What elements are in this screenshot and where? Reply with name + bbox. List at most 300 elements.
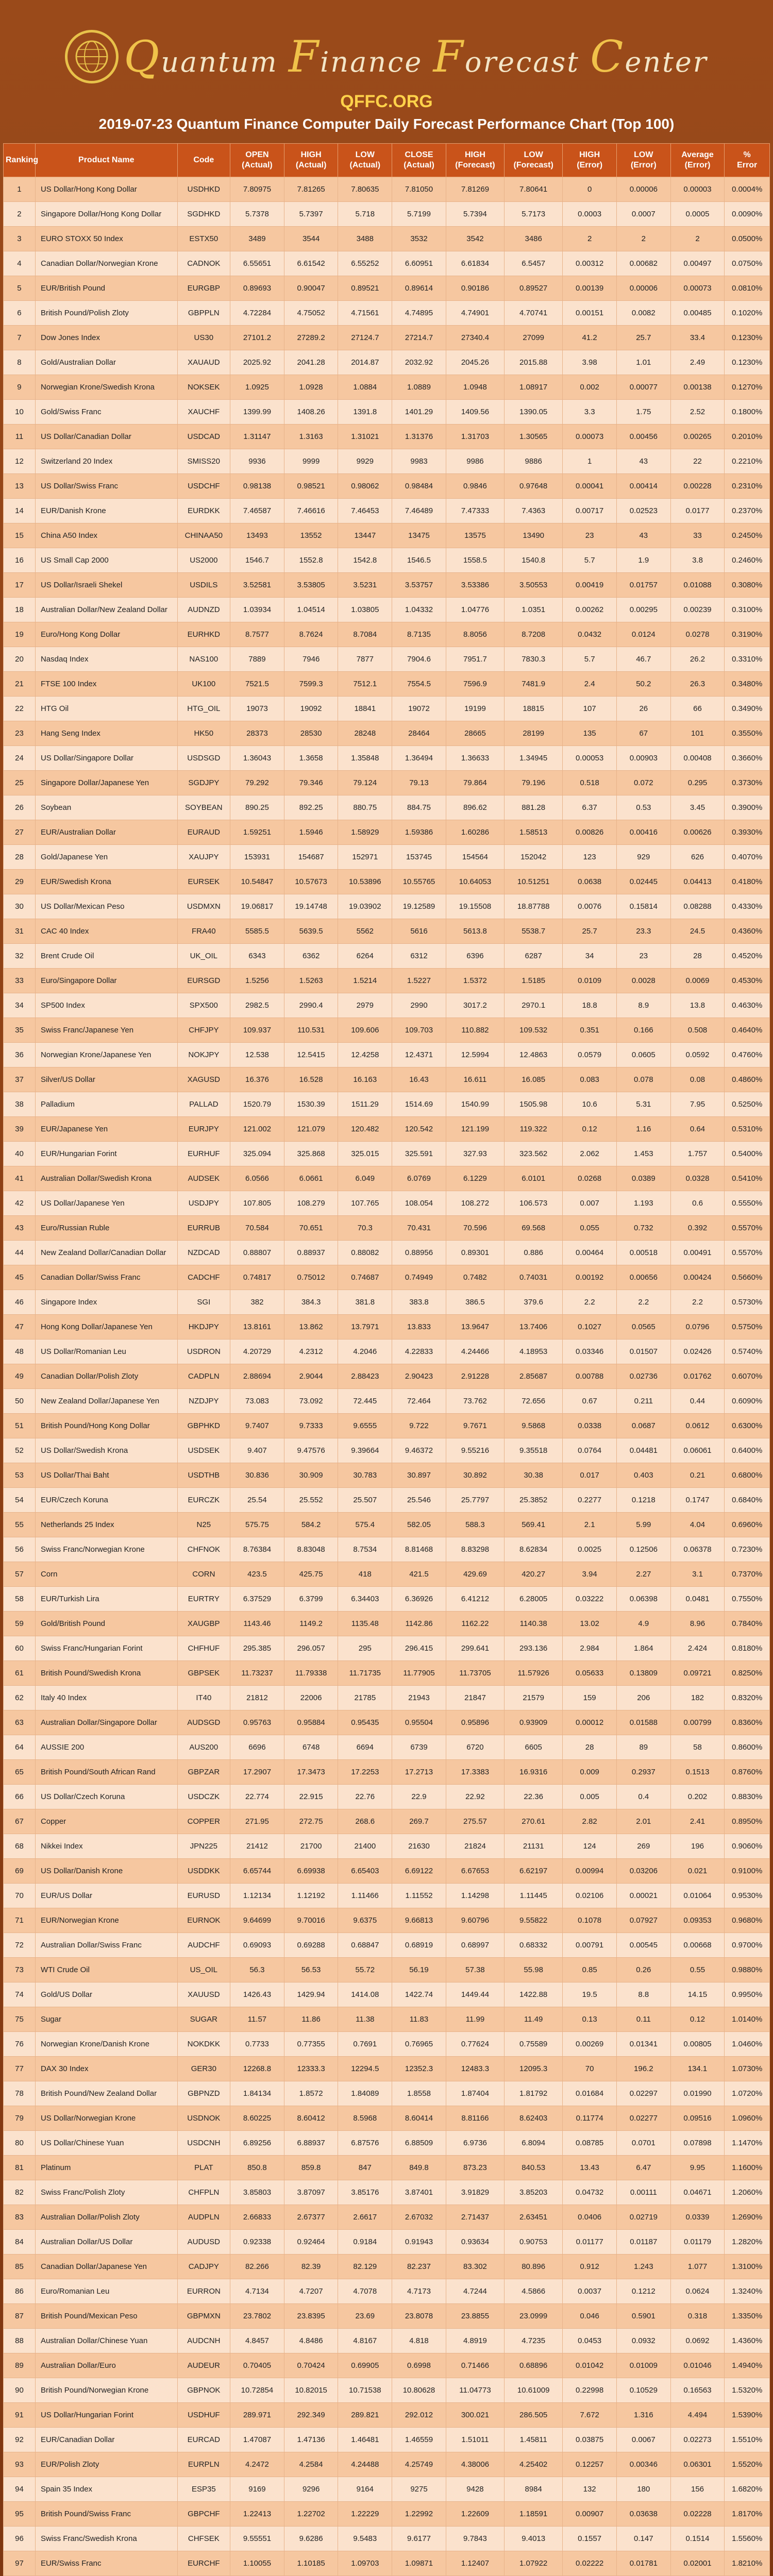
cell-low-forecast: 25.3852 [505, 1488, 563, 1513]
cell-low-error: 0.11 [616, 2007, 670, 2032]
cell-low-error: 50.2 [616, 672, 670, 697]
cell-low-error: 0.00656 [616, 1265, 670, 1290]
cell-open-actual: 19.06817 [230, 894, 284, 919]
cell-high-error: 2 [563, 227, 617, 251]
cell-average-error: 0.0339 [670, 2205, 725, 2230]
cell-low-error: 0.00346 [616, 2452, 670, 2477]
cell-average-error: 0.00265 [670, 425, 725, 449]
cell-product-name: US Dollar/Swiss Franc [35, 474, 177, 499]
cell-low-forecast: 1.08917 [505, 375, 563, 400]
cell-close-actual: 23.8078 [392, 2304, 446, 2329]
cell-high-error: 0.518 [563, 771, 617, 795]
table-row [4, 326, 770, 350]
cell-ranking: 49 [4, 1364, 36, 1389]
column-header-low-error: LOW (Error) [616, 144, 670, 177]
table-row [4, 746, 770, 771]
cell-high-actual: 296.057 [284, 1636, 338, 1661]
cell-ranking: 25 [4, 771, 36, 795]
cell-low-forecast: 18815 [505, 697, 563, 721]
cell-low-actual: 1.46481 [338, 2428, 392, 2452]
cell-low-actual: 847 [338, 2156, 392, 2180]
cell-close-actual: 72.464 [392, 1389, 446, 1414]
cell-open-actual: 0.74817 [230, 1265, 284, 1290]
cell-low-forecast: 10.61009 [505, 2378, 563, 2403]
cell-high-error: 0.03875 [563, 2428, 617, 2452]
cell-average-error: 0.04671 [670, 2180, 725, 2205]
cell-open-actual: 3.85803 [230, 2180, 284, 2205]
cell-high-actual: 10.82015 [284, 2378, 338, 2403]
cell-open-actual: 0.88807 [230, 1241, 284, 1265]
cell-low-forecast: 1.0351 [505, 598, 563, 622]
cell-high-actual: 9999 [284, 449, 338, 474]
cell-high-forecast: 0.95896 [446, 1710, 504, 1735]
cell-low-error: 0.00021 [616, 1884, 670, 1908]
cell-pct-error: 0.2210% [725, 449, 770, 474]
table-row [4, 1562, 770, 1587]
cell-ranking: 58 [4, 1587, 36, 1612]
cell-low-forecast: 27099 [505, 326, 563, 350]
table-row [4, 1018, 770, 1043]
cell-product-name: British Pound/Mexican Peso [35, 2304, 177, 2329]
cell-high-actual: 16.528 [284, 1067, 338, 1092]
cell-ranking: 18 [4, 598, 36, 622]
cell-low-forecast: 21579 [505, 1686, 563, 1710]
cell-product-name: Australian Dollar/Singapore Dollar [35, 1710, 177, 1735]
cell-product-name: Gold/Australian Dollar [35, 350, 177, 375]
cell-average-error: 58 [670, 1735, 725, 1760]
cell-high-error: 0.00907 [563, 2502, 617, 2527]
table-row [4, 598, 770, 622]
cell-low-error: 0.403 [616, 1463, 670, 1488]
cell-average-error: 0.01046 [670, 2353, 725, 2378]
cell-average-error: 0.12 [670, 2007, 725, 2032]
cell-high-forecast: 1558.5 [446, 548, 504, 573]
table-row [4, 251, 770, 276]
cell-high-forecast: 873.23 [446, 2156, 504, 2180]
cell-ranking: 80 [4, 2131, 36, 2156]
cell-low-actual: 8.7084 [338, 622, 392, 647]
cell-close-actual: 4.818 [392, 2329, 446, 2353]
cell-low-forecast: 0.93909 [505, 1710, 563, 1735]
cell-low-error: 206 [616, 1686, 670, 1710]
cell-average-error: 0.0278 [670, 622, 725, 647]
cell-average-error: 0.0069 [670, 969, 725, 993]
cell-high-forecast: 3.53386 [446, 573, 504, 598]
cell-open-actual: 153931 [230, 845, 284, 870]
cell-product-name: British Pound/South African Rand [35, 1760, 177, 1785]
cell-product-name: EUR/Canadian Dollar [35, 2428, 177, 2452]
cell-high-forecast: 70.596 [446, 1216, 504, 1241]
cell-low-forecast: 1.58513 [505, 820, 563, 845]
cell-average-error: 1.757 [670, 1142, 725, 1166]
cell-open-actual: 0.7733 [230, 2032, 284, 2057]
table-row [4, 202, 770, 227]
cell-average-error: 14.15 [670, 1982, 725, 2007]
cell-high-forecast: 0.89301 [446, 1241, 504, 1265]
cell-open-actual: 1.10055 [230, 2551, 284, 2576]
cell-ranking: 71 [4, 1908, 36, 1933]
cell-ranking: 55 [4, 1513, 36, 1537]
cell-pct-error: 1.5390% [725, 2403, 770, 2428]
cell-average-error: 156 [670, 2477, 725, 2502]
table-row [4, 2428, 770, 2452]
cell-open-actual: 6.0566 [230, 1166, 284, 1191]
cell-close-actual: 7554.5 [392, 672, 446, 697]
cell-pct-error: 0.1800% [725, 400, 770, 425]
cell-high-forecast: 6.61834 [446, 251, 504, 276]
cell-close-actual: 1422.74 [392, 1982, 446, 2007]
cell-pct-error: 0.6300% [725, 1414, 770, 1438]
cell-low-error: 0.00518 [616, 1241, 670, 1265]
cell-low-error: 4.9 [616, 1612, 670, 1636]
cell-close-actual: 2.90423 [392, 1364, 446, 1389]
cell-high-actual: 1552.8 [284, 548, 338, 573]
cell-close-actual: 19072 [392, 697, 446, 721]
cell-high-error: 0.912 [563, 2255, 617, 2279]
cell-low-forecast: 293.136 [505, 1636, 563, 1661]
cell-average-error: 0.0592 [670, 1043, 725, 1067]
cell-high-forecast: 11.99 [446, 2007, 504, 2032]
cell-product-name: US Dollar/Czech Koruna [35, 1785, 177, 1809]
cell-open-actual: 0.70405 [230, 2353, 284, 2378]
table-row [4, 1760, 770, 1785]
cell-product-name: EUR/Hungarian Forint [35, 1142, 177, 1166]
cell-ranking: 79 [4, 2106, 36, 2131]
cell-high-forecast: 5.7394 [446, 202, 504, 227]
cell-high-error: 0.00464 [563, 1241, 617, 1265]
cell-open-actual: 4.7134 [230, 2279, 284, 2304]
cell-low-forecast: 4.70741 [505, 301, 563, 326]
cell-product-name: Gold/Japanese Yen [35, 845, 177, 870]
column-header-average-error: Average (Error) [670, 144, 725, 177]
table-row [4, 870, 770, 894]
cell-low-actual: 9164 [338, 2477, 392, 2502]
cell-open-actual: 5585.5 [230, 919, 284, 944]
cell-high-forecast: 3.91829 [446, 2180, 504, 2205]
table-row [4, 944, 770, 969]
cell-code: XAUUSD [177, 1982, 230, 2007]
cell-average-error: 0.06301 [670, 2452, 725, 2477]
cell-code: EURCZK [177, 1488, 230, 1513]
cell-code: USDILS [177, 573, 230, 598]
cell-code: USDCAD [177, 425, 230, 449]
cell-close-actual: 109.703 [392, 1018, 446, 1043]
cell-pct-error: 0.6960% [725, 1513, 770, 1537]
cell-ranking: 69 [4, 1859, 36, 1884]
cell-low-actual: 19.03902 [338, 894, 392, 919]
cell-code: CADJPY [177, 2255, 230, 2279]
cell-average-error: 626 [670, 845, 725, 870]
cell-product-name: US Dollar/Chinese Yuan [35, 2131, 177, 2156]
cell-product-name: Swiss Franc/Polish Zloty [35, 2180, 177, 2205]
cell-high-actual: 82.39 [284, 2255, 338, 2279]
cell-high-actual: 6.3799 [284, 1587, 338, 1612]
cell-open-actual: 8.7577 [230, 622, 284, 647]
cell-average-error: 26.2 [670, 647, 725, 672]
cell-low-actual: 9.6375 [338, 1908, 392, 1933]
cell-low-error: 0.00416 [616, 820, 670, 845]
forecast-table [3, 143, 770, 2576]
cell-pct-error: 0.7840% [725, 1612, 770, 1636]
cell-pct-error: 1.5510% [725, 2428, 770, 2452]
cell-open-actual: 27101.2 [230, 326, 284, 350]
cell-low-actual: 6.87576 [338, 2131, 392, 2156]
cell-high-actual: 292.349 [284, 2403, 338, 2428]
cell-product-name: EUR/Australian Dollar [35, 820, 177, 845]
cell-high-forecast: 13.9647 [446, 1315, 504, 1340]
cell-close-actual: 17.2713 [392, 1760, 446, 1785]
cell-low-error: 0.06398 [616, 1587, 670, 1612]
cell-pct-error: 0.7550% [725, 1587, 770, 1612]
cell-average-error: 0.07898 [670, 2131, 725, 2156]
cell-average-error: 0.00626 [670, 820, 725, 845]
cell-code: PALLAD [177, 1092, 230, 1117]
cell-pct-error: 0.5660% [725, 1265, 770, 1290]
cell-code: CHFNOK [177, 1537, 230, 1562]
cell-pct-error: 1.2690% [725, 2205, 770, 2230]
cell-pct-error: 0.0090% [725, 202, 770, 227]
cell-high-forecast: 1409.56 [446, 400, 504, 425]
cell-high-forecast: 2.71437 [446, 2205, 504, 2230]
cell-low-actual: 1542.8 [338, 548, 392, 573]
cell-close-actual: 13.833 [392, 1315, 446, 1340]
cell-code: EURDKK [177, 499, 230, 523]
cell-low-error: 0.15814 [616, 894, 670, 919]
cell-high-forecast: 429.69 [446, 1562, 504, 1587]
cell-low-forecast: 1140.38 [505, 1612, 563, 1636]
cell-ranking: 7 [4, 326, 36, 350]
cell-average-error: 0.21 [670, 1463, 725, 1488]
cell-open-actual: 9.407 [230, 1438, 284, 1463]
cell-average-error: 0.00408 [670, 746, 725, 771]
column-header-high-actual: HIGH (Actual) [284, 144, 338, 177]
table-row [4, 1438, 770, 1463]
cell-low-error: 25.7 [616, 326, 670, 350]
cell-open-actual: 271.95 [230, 1809, 284, 1834]
cell-high-forecast: 1.22609 [446, 2502, 504, 2527]
cell-low-actual: 72.445 [338, 1389, 392, 1414]
cell-code: SGI [177, 1290, 230, 1315]
cell-high-error: 0.00717 [563, 499, 617, 523]
cell-pct-error: 0.1230% [725, 326, 770, 350]
cell-high-actual: 1.12192 [284, 1884, 338, 1908]
cell-code: USDHKD [177, 177, 230, 202]
cell-low-error: 23.3 [616, 919, 670, 944]
table-row [4, 1612, 770, 1636]
table-row [4, 1389, 770, 1414]
cell-average-error: 0.09721 [670, 1661, 725, 1686]
cell-low-actual: 268.6 [338, 1809, 392, 1834]
cell-code: USDSEK [177, 1438, 230, 1463]
cell-high-error: 0.007 [563, 1191, 617, 1216]
cell-close-actual: 8.60414 [392, 2106, 446, 2131]
table-row [4, 301, 770, 326]
cell-product-name: Euro/Russian Ruble [35, 1216, 177, 1241]
site-url[interactable]: QFFC.ORG [340, 92, 433, 111]
cell-low-forecast: 12095.3 [505, 2057, 563, 2081]
logo-wordmark: Quantum Finance Forecast Center [124, 31, 708, 82]
cell-high-forecast: 79.864 [446, 771, 504, 795]
cell-high-actual: 1530.39 [284, 1092, 338, 1117]
cell-high-error: 0.00053 [563, 746, 617, 771]
cell-pct-error: 0.3900% [725, 795, 770, 820]
table-row [4, 2477, 770, 2502]
cell-product-name: Gold/British Pound [35, 1612, 177, 1636]
cell-average-error: 0.01064 [670, 1884, 725, 1908]
table-row [4, 2230, 770, 2255]
cell-open-actual: 1.5256 [230, 969, 284, 993]
cell-close-actual: 0.95504 [392, 1710, 446, 1735]
cell-high-forecast: 0.77624 [446, 2032, 504, 2057]
cell-low-forecast: 1540.8 [505, 548, 563, 573]
cell-code: AUDNZD [177, 598, 230, 622]
cell-close-actual: 6.60951 [392, 251, 446, 276]
cell-code: NOKSEK [177, 375, 230, 400]
cell-close-actual: 0.6998 [392, 2353, 446, 2378]
cell-product-name: Canadian Dollar/Norwegian Krone [35, 251, 177, 276]
cell-high-forecast: 6.67653 [446, 1859, 504, 1884]
cell-open-actual: 8.60225 [230, 2106, 284, 2131]
table-row [4, 1315, 770, 1340]
cell-close-actual: 383.8 [392, 1290, 446, 1315]
cell-pct-error: 0.3480% [725, 672, 770, 697]
cell-low-forecast: 1.81792 [505, 2081, 563, 2106]
cell-open-actual: 1.03934 [230, 598, 284, 622]
cell-pct-error: 0.9680% [725, 1908, 770, 1933]
cell-close-actual: 6.69122 [392, 1859, 446, 1884]
cell-high-actual: 19092 [284, 697, 338, 721]
cell-code: USDCNH [177, 2131, 230, 2156]
cell-low-error: 0.01781 [616, 2551, 670, 2576]
cell-high-error: 6.37 [563, 795, 617, 820]
cell-close-actual: 10.55765 [392, 870, 446, 894]
cell-high-actual: 25.552 [284, 1488, 338, 1513]
cell-high-actual: 108.279 [284, 1191, 338, 1216]
cell-high-error: 132 [563, 2477, 617, 2502]
cell-high-forecast: 16.611 [446, 1067, 504, 1092]
cell-pct-error: 1.6820% [725, 2477, 770, 2502]
cell-average-error: 2 [670, 227, 725, 251]
cell-pct-error: 1.3100% [725, 2255, 770, 2279]
cell-average-error: 4.494 [670, 2403, 725, 2428]
cell-product-name: HTG Oil [35, 697, 177, 721]
table-row [4, 400, 770, 425]
cell-high-forecast: 21847 [446, 1686, 504, 1710]
cell-code: CADNOK [177, 251, 230, 276]
cell-open-actual: 79.292 [230, 771, 284, 795]
cell-ranking: 57 [4, 1562, 36, 1587]
cell-low-actual: 23.69 [338, 2304, 392, 2329]
cell-low-forecast: 28199 [505, 721, 563, 746]
cell-close-actual: 19.12589 [392, 894, 446, 919]
cell-low-error: 0.5901 [616, 2304, 670, 2329]
cell-open-actual: 56.3 [230, 1958, 284, 1982]
cell-code: AUDEUR [177, 2353, 230, 2378]
table-row [4, 771, 770, 795]
cell-pct-error: 1.4940% [725, 2353, 770, 2378]
cell-low-forecast: 1422.88 [505, 1982, 563, 2007]
cell-ranking: 60 [4, 1636, 36, 1661]
cell-low-actual: 1391.8 [338, 400, 392, 425]
cell-average-error: 0.1513 [670, 1760, 725, 1785]
cell-ranking: 6 [4, 301, 36, 326]
cell-product-name: Australian Dollar/Chinese Yuan [35, 2329, 177, 2353]
cell-pct-error: 0.3730% [725, 771, 770, 795]
cell-high-error: 0.0764 [563, 1438, 617, 1463]
cell-product-name: Canadian Dollar/Swiss Franc [35, 1265, 177, 1290]
cell-product-name: EUR/Swiss Franc [35, 2551, 177, 2576]
cell-high-actual: 7599.3 [284, 672, 338, 697]
table-row [4, 993, 770, 1018]
cell-high-error: 5.7 [563, 647, 617, 672]
cell-product-name: US Dollar/Mexican Peso [35, 894, 177, 919]
cell-open-actual: 1399.99 [230, 400, 284, 425]
cell-ranking: 85 [4, 2255, 36, 2279]
table-row [4, 1166, 770, 1191]
cell-code: USDSGD [177, 746, 230, 771]
cell-average-error: 0.0612 [670, 1414, 725, 1438]
cell-open-actual: 0.69093 [230, 1933, 284, 1958]
cell-product-name: Hong Kong Dollar/Japanese Yen [35, 1315, 177, 1340]
cell-high-error: 0.005 [563, 1785, 617, 1809]
cell-code: XAUJPY [177, 845, 230, 870]
cell-high-actual: 13.862 [284, 1315, 338, 1340]
cell-open-actual: 25.54 [230, 1488, 284, 1513]
cell-close-actual: 4.7173 [392, 2279, 446, 2304]
cell-pct-error: 0.0004% [725, 177, 770, 202]
cell-open-actual: 10.54847 [230, 870, 284, 894]
cell-average-error: 0.0005 [670, 202, 725, 227]
header [0, 0, 773, 155]
cell-pct-error: 0.6840% [725, 1488, 770, 1513]
cell-high-forecast: 5613.8 [446, 919, 504, 944]
cell-code: EURJPY [177, 1117, 230, 1142]
cell-high-actual: 5.7397 [284, 202, 338, 227]
cell-ranking: 27 [4, 820, 36, 845]
cell-code: CORN [177, 1562, 230, 1587]
cell-low-forecast: 1390.05 [505, 400, 563, 425]
cell-low-forecast: 22.36 [505, 1785, 563, 1809]
cell-low-error: 0.0007 [616, 202, 670, 227]
cell-close-actual: 153745 [392, 845, 446, 870]
cell-product-name: Brent Crude Oil [35, 944, 177, 969]
table-row [4, 1908, 770, 1933]
cell-ranking: 42 [4, 1191, 36, 1216]
cell-low-forecast: 7.4363 [505, 499, 563, 523]
cell-code: EURPLN [177, 2452, 230, 2477]
cell-open-actual: 0.89693 [230, 276, 284, 301]
cell-low-forecast: 12.4863 [505, 1043, 563, 1067]
cell-high-error: 0.1027 [563, 1315, 617, 1340]
cell-low-forecast: 6.62197 [505, 1859, 563, 1884]
cell-close-actual: 4.25749 [392, 2452, 446, 2477]
table-row [4, 1265, 770, 1290]
cell-close-actual: 292.012 [392, 2403, 446, 2428]
cell-product-name: Gold/Swiss Franc [35, 400, 177, 425]
cell-low-actual: 4.24488 [338, 2452, 392, 2477]
cell-average-error: 0.00138 [670, 375, 725, 400]
cell-code: JPN225 [177, 1834, 230, 1859]
cell-high-error: 0.0268 [563, 1166, 617, 1191]
cell-open-actual: 6.55651 [230, 251, 284, 276]
cell-low-error: 0.02445 [616, 870, 670, 894]
cell-pct-error: 0.5750% [725, 1315, 770, 1340]
cell-close-actual: 849.8 [392, 2156, 446, 2180]
cell-open-actual: 6343 [230, 944, 284, 969]
cell-high-actual: 1.5946 [284, 820, 338, 845]
cell-average-error: 0.318 [670, 2304, 725, 2329]
cell-high-actual: 0.92464 [284, 2230, 338, 2255]
